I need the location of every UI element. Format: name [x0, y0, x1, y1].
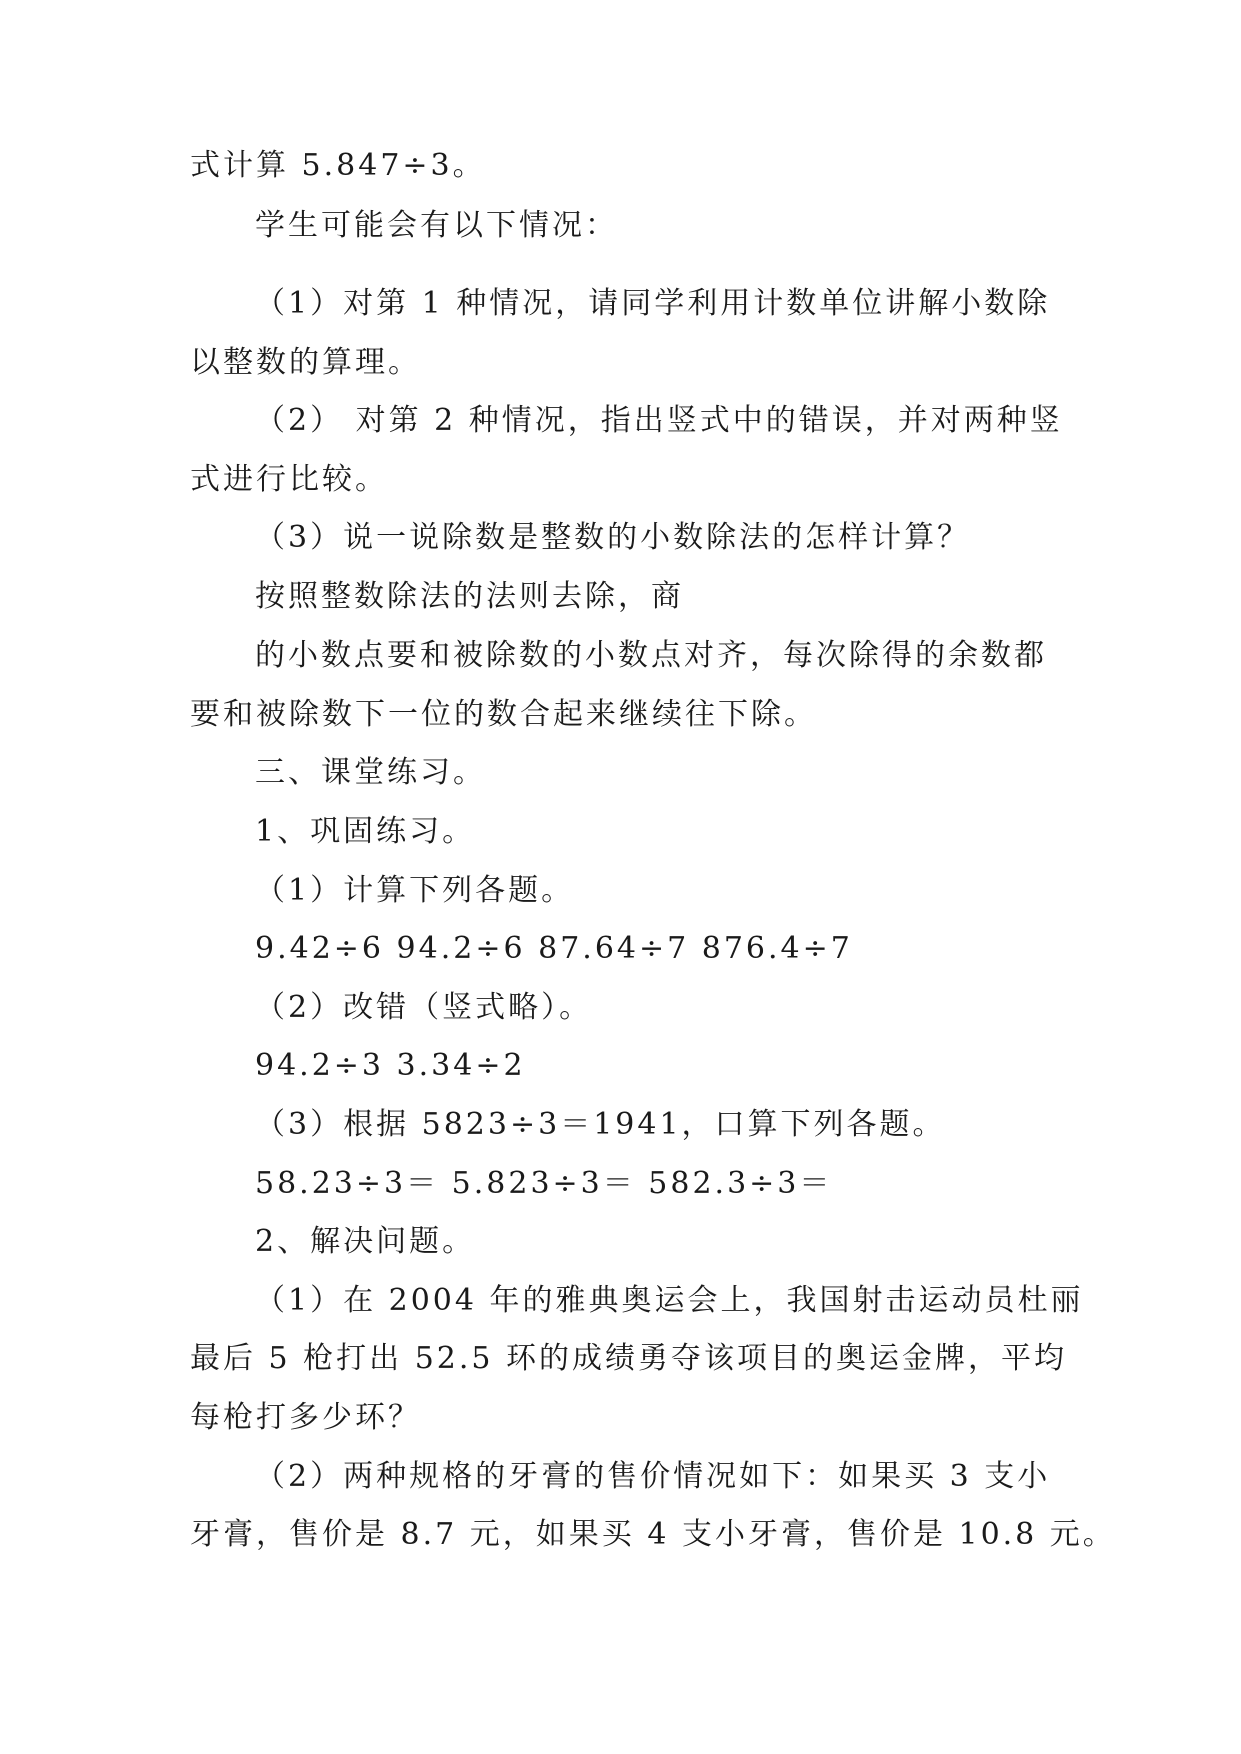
text-line: （2）两种规格的牙膏的售价情况如下：如果买 3 支小 — [255, 1459, 1051, 1494]
text-line: 每枪打多少环？ — [190, 1400, 421, 1435]
subsection-heading: 2、解决问题。 — [255, 1224, 476, 1259]
text-line: 式进行比较。 — [190, 462, 388, 497]
math-line: 9.42÷6 94.2÷6 87.64÷7 876.4÷7 — [255, 931, 853, 966]
math-line: 94.2÷3 3.34÷2 — [255, 1048, 526, 1083]
text-line: （3）说一说除数是整数的小数除法的怎样计算？ — [255, 520, 971, 555]
text-line: （1）在 2004 年的雅典奥运会上，我国射击运动员杜丽 — [255, 1283, 1084, 1318]
text-line: 最后 5 枪打出 52.5 环的成绩勇夺该项目的奥运金牌，平均 — [190, 1341, 1068, 1376]
text-line: （1）对第 1 种情况，请同学利用计数单位讲解小数除 — [255, 286, 1051, 321]
text-line: （2） 对第 2 种情况，指出竖式中的错误，并对两种竖 — [255, 403, 1063, 438]
math-line: 58.23÷3＝ 5.823÷3＝ 582.3÷3＝ — [255, 1166, 833, 1201]
text-line: 式计算 5.847÷3。 — [190, 148, 486, 183]
text-line: 学生可能会有以下情况： — [255, 208, 618, 243]
subsection-heading: 1、巩固练习。 — [255, 814, 476, 849]
text-line: （3）根据 5823÷3＝1941，口算下列各题。 — [255, 1107, 946, 1142]
text-line: 的小数点要和被除数的小数点对齐，每次除得的余数都 — [255, 638, 1047, 673]
text-line: （2）改错（竖式略）。 — [255, 990, 593, 1025]
text-line: 牙膏，售价是 8.7 元，如果买 4 支小牙膏，售价是 10.8 元。 — [190, 1517, 1116, 1552]
text-line: 以整数的算理。 — [190, 345, 421, 380]
text-line: （1）计算下列各题。 — [255, 873, 575, 908]
text-line: 按照整数除法的法则去除，商 — [255, 579, 684, 614]
section-heading: 三、课堂练习。 — [255, 755, 486, 790]
text-line: 要和被除数下一位的数合起来继续往下除。 — [190, 697, 817, 732]
